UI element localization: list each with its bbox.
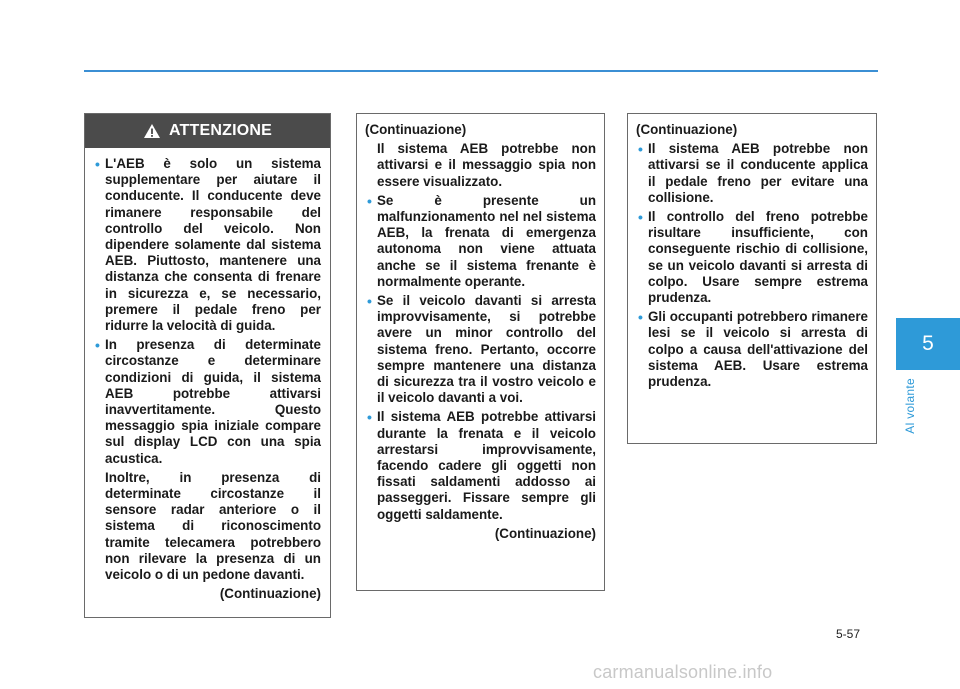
continued-label: (Continuazione) <box>494 525 596 541</box>
bullet-dot-icon: • <box>367 409 372 426</box>
chapter-number: 5 <box>922 332 934 355</box>
bullet-dot-icon: • <box>367 293 372 310</box>
chapter-title-text: Al volante <box>903 378 917 434</box>
list-item <box>636 309 868 390</box>
warning-triangle-icon <box>143 123 161 139</box>
warning-header <box>85 114 330 148</box>
list-item <box>636 141 868 206</box>
list-item <box>365 193 596 290</box>
continuation-box-1 <box>356 113 605 591</box>
list-item <box>365 293 596 406</box>
list-item-text: In presenza di determinate circostanze e determinare condizioni di guida, il sistema AEB potrebbe attivarsi inavvertitamente. Questo messaggio spia iniziale compare sul display LCD con una spia acustica. <box>105 337 321 466</box>
list-item-text: Il sistema AEB potrebbe non attivarsi se il conducente applica il pedale freno per evitare una collisione. <box>648 141 868 205</box>
paragraph: Il sistema AEB potrebbe non attivarsi e il messaggio spia non essere visualizzato. <box>377 141 596 189</box>
list-item <box>93 337 321 467</box>
continuation-box-2 <box>627 113 877 444</box>
page-number: 5-57 <box>836 627 861 641</box>
bullet-dot-icon: • <box>367 192 372 209</box>
warning-body <box>85 148 330 602</box>
bullet-dot-icon: • <box>638 209 643 226</box>
list-item <box>365 409 596 522</box>
list-item-text: L'AEB è solo un sistema supplementare per aiutare il conducente. Il conducente deve rimanere responsabile del controllo del veicolo. Non dipendere solamente dal sistema AEB. Piuttosto, mantenere una distanza che consenta di frenare in sicurezza e, se necessario, premere il pedale freno per ridurre la velocità di guida. <box>105 156 321 334</box>
chapter-tab[interactable] <box>896 318 960 370</box>
chapter-title <box>896 378 924 478</box>
bullet-dot-icon: • <box>638 141 643 158</box>
watermark[interactable]: carmanualsonline.info <box>593 662 773 682</box>
list-item <box>636 209 868 306</box>
list-item-text: Gli occupanti potrebbero rimanere lesi se il veicolo si arresta di colpo a causa dell'attivazione del sistema AEB. Usare estrema prudenza. <box>648 309 868 390</box>
continued-label: (Continuazione) <box>219 586 321 602</box>
bullet-dot-icon: • <box>95 337 100 354</box>
continued-label: (Continuazione) <box>636 122 738 137</box>
warning-title: ATTENZIONE <box>168 121 273 139</box>
warning-box <box>84 113 331 618</box>
list-item-text: Il controllo del freno potrebbe risultare insufficiente, con conseguente rischio di collisione, se un veicolo davanti si arresta di colpo. Usare sempre estrema prudenza. <box>648 209 868 306</box>
bullet-dot-icon: • <box>638 309 643 326</box>
bullet-dot-icon: • <box>95 156 100 172</box>
top-rule <box>84 70 878 72</box>
list-item-text: Se il veicolo davanti si arresta improvvisamente, si potrebbe avere un minor controllo del sistema freno. Pertanto, occorre sempre mantenere una distanza di sicurezza tra il vostro veicolo e il veicolo davanti a voi. <box>377 293 596 406</box>
list-item <box>93 156 321 334</box>
paragraph: Inoltre, in presenza di determinate circostanze il sensore radar anteriore o il sistema di riconoscimento tramite telecamera potrebbero non rilevare la presenza di un veicolo o di un pedone davanti. <box>105 469 321 583</box>
list-item-text: Se è presente un malfunzionamento nel nel sistema AEB, la frenata di emergenza autonoma non viene attuata anche se il sistema frenante è normalmente operante. <box>377 192 596 289</box>
continued-label: (Continuazione) <box>365 122 467 137</box>
list-item-text: Il sistema AEB potrebbe attivarsi durante la frenata e il veicolo arrestarsi improvvisamente, facendo cadere gli oggetti non fissati saldamenti addosso ai passeggeri. Fissare sempre gli oggetti saldamente. <box>377 409 596 522</box>
